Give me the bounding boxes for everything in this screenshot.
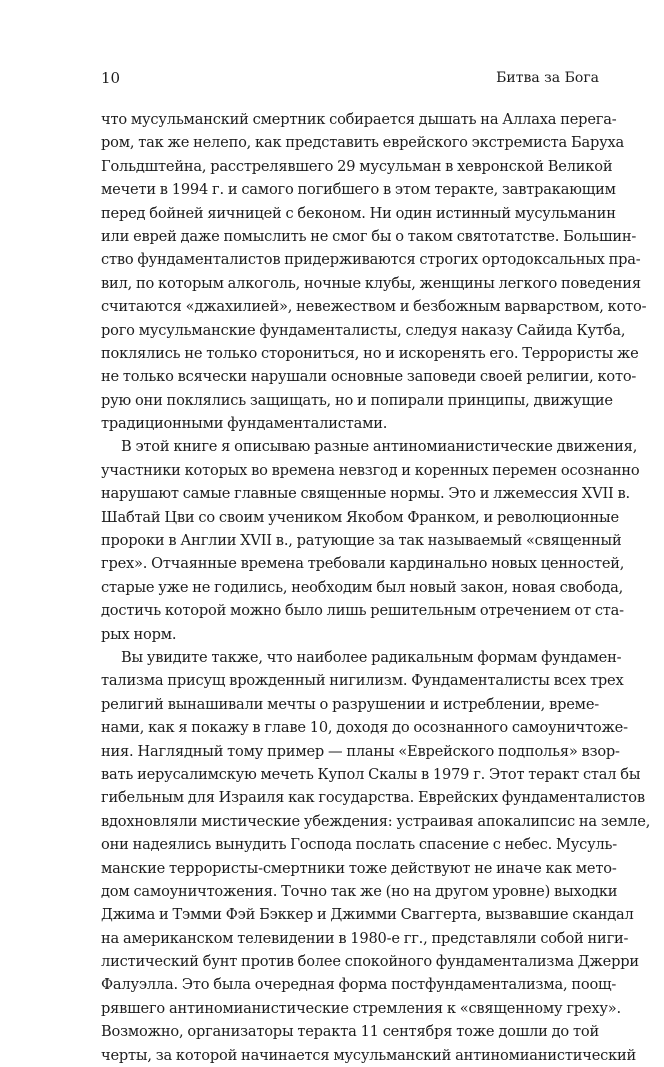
running-head xyxy=(101,66,599,90)
text-line: считаются «джахилией», невежеством и безбожным варварством, кото- xyxy=(101,298,647,316)
text-line: черты, за которой начинается мусульманский антиномианистический xyxy=(101,1046,637,1064)
text-line: вил, по которым алкоголь, ночные клубы, женщины легкого поведения xyxy=(101,274,641,292)
text-line: ния. Наглядный тому пример — планы «Еврейского подполья» взор- xyxy=(101,742,620,760)
text-line: участники которых во времена невзгод и коренных перемен осознанно xyxy=(101,461,640,479)
text-line: Джима и Тэмми Фэй Бэккер и Джимми Сваггерта, вызвавшие скандал xyxy=(101,906,634,924)
text-line: грех». Отчаянные времена требовали кардинально новых ценностей, xyxy=(101,555,625,573)
text-line: рого мусульманские фундаменталисты, следуя наказу Сайида Кутба, xyxy=(101,321,626,339)
text-line: мечети в 1994 г. и самого погибшего в этом теракте, завтракающим xyxy=(101,181,616,199)
text-line: вдохновляли мистические убеждения: устраивая апокалипсис на земле, xyxy=(101,812,651,830)
text-line: рую они поклялись защищать, но и попирали принципы, движущие xyxy=(101,391,613,409)
text-line: или еврей даже помыслить не смог бы о таком святотатстве. Большин- xyxy=(101,227,637,245)
text-line: религий вынашивали мечты о разрушении и истреблении, време- xyxy=(101,695,599,713)
text-line: что мусульманский смертник собирается дышать на Аллаха перега- xyxy=(101,111,617,128)
text-line: гибельным для Израиля как государства. Еврейских фундаменталистов xyxy=(101,789,645,807)
text-line: пророки в Англии XVII в., ратующие за так называемый «священный xyxy=(101,532,622,550)
text-line: они надеялись вынудить Господа послать спасение с небес. Мусуль- xyxy=(101,836,618,854)
text-line: поклялись не только сторониться, но и искоренять его. Террористы же xyxy=(101,344,639,362)
text-line: нами, как я покажу в главе 10, доходя до осознанного самоуничтоже- xyxy=(101,719,628,737)
text-line: Вы увидите также, что наиболее радикальным формам фундамен- xyxy=(121,648,622,666)
text-line: нарушают самые главные священные нормы. Это и лжемессия XVII в. xyxy=(101,485,630,503)
text-line: не только всячески нарушали основные заповеди своей религии, кото- xyxy=(101,368,637,386)
text-line: тализма присущ врожденный нигилизм. Фундаменталисты всех трех xyxy=(101,672,624,690)
page-number: 10 xyxy=(101,69,121,87)
text-line: ром, так же нелепо, как представить еврейского экстремиста Баруха xyxy=(101,134,625,152)
text-line: вать иерусалимскую мечеть Купол Скалы в 1979 г. Этот теракт стал бы xyxy=(101,765,641,783)
text-line: листический бунт против более спокойного фундаментализма Джерри xyxy=(101,953,639,971)
text-line: на американском телевидении в 1980-е гг., представляли собой ниги- xyxy=(101,929,629,947)
text-line: достичь которой можно было лишь решительным отречением от ста- xyxy=(101,602,624,620)
text-line: Гольдштейна, расстрелявшего 29 мусульман в хевронской Великой xyxy=(101,157,613,175)
text-line: традиционными фундаменталистами. xyxy=(101,415,388,433)
text-line: В этой книге я описываю разные антиномианистические движения, xyxy=(121,438,638,456)
text-line: рых норм. xyxy=(101,625,177,643)
text-line: ство фундаменталистов придерживаются строгих ортодоксальных пра- xyxy=(101,251,641,269)
text-line: перед бойней яичницей с беконом. Ни один истинный мусульманин xyxy=(101,204,616,222)
body-text xyxy=(101,108,651,1067)
book-title: Битва за Бога xyxy=(496,70,599,86)
text-line: старые уже не годились, необходим был новый закон, новая свобода, xyxy=(101,578,624,596)
text-line: Возможно, организаторы теракта 11 сентября тоже дошли до той xyxy=(101,1023,599,1041)
text-line: рявшего антиномианистические стремления к «священному греху». xyxy=(101,999,621,1017)
text-line: манские террористы-смертники тоже действуют не иначе как мето- xyxy=(101,859,617,877)
text-line: дом самоуничтожения. Точно так же (но на другом уровне) выходки xyxy=(101,882,618,900)
text-line: Фалуэлла. Это была очередная форма постфундаментализма, поощ- xyxy=(101,976,617,994)
text-line: Шабтай Цви со своим учеником Якобом Франком, и революционные xyxy=(101,508,619,526)
